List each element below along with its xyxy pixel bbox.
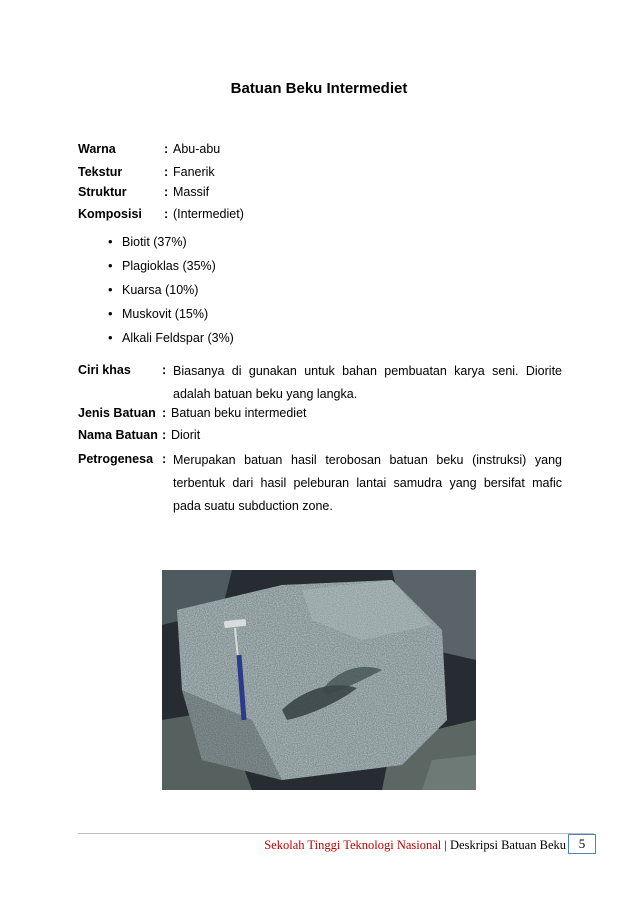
detail-value-petrogenesa: Merupakan batuan hasil terobosan batuan beku (instruksi) yang terbentuk dari hasil peleburan lantai samudra yang bersifat mafic pada suatu subduction zone. xyxy=(173,453,562,513)
property-label: Warna xyxy=(78,142,116,156)
detail-label: Nama Batuan xyxy=(78,428,158,442)
colon: : xyxy=(162,406,167,420)
detail-label: Ciri khas xyxy=(78,363,131,377)
list-item: • Biotit (37%) xyxy=(108,234,234,258)
detail-label: Jenis Batuan xyxy=(78,406,156,420)
detail-value: Diorit xyxy=(171,428,201,442)
list-item: • Plagioklas (35%) xyxy=(108,258,234,282)
footer-school: Sekolah Tinggi Teknologi Nasional xyxy=(264,838,442,852)
detail-value: Batuan beku intermediet xyxy=(171,406,307,420)
colon: : xyxy=(164,207,169,221)
colon: : xyxy=(162,452,167,466)
list-item: • Muskovit (15%) xyxy=(108,306,234,330)
property-label: Struktur xyxy=(78,185,127,199)
composition-list xyxy=(108,234,234,354)
property-label: Tekstur xyxy=(78,165,123,179)
diorite-rock-photo xyxy=(162,570,476,790)
colon: : xyxy=(164,142,169,156)
colon: : xyxy=(164,165,169,179)
property-label: Komposisi xyxy=(78,207,142,221)
colon: : xyxy=(164,185,169,199)
detail-label: Petrogenesa xyxy=(78,452,154,466)
page-title: Batuan Beku Intermediet xyxy=(230,80,408,97)
detail-value-ciri-khas: Biasanya di gunakan untuk bahan pembuatan karya seni. Diorite adalah batuan beku yang langka. xyxy=(173,364,562,401)
property-value: Abu-abu xyxy=(173,142,221,156)
colon: : xyxy=(162,428,167,442)
list-item: • Alkali Feldspar (3%) xyxy=(108,330,234,354)
page-number: 5 xyxy=(568,834,596,854)
footer-separator: | xyxy=(441,838,451,852)
list-item: • Kuarsa (10%) xyxy=(108,282,234,306)
colon: : xyxy=(162,363,167,377)
property-value: (Intermediet) xyxy=(173,207,244,221)
footer-section: Deskripsi Batuan Beku xyxy=(450,838,566,852)
property-value: Fanerik xyxy=(173,165,215,179)
rock-image xyxy=(162,570,476,790)
footer xyxy=(264,838,566,853)
footer-divider xyxy=(78,833,594,834)
property-value: Massif xyxy=(173,185,210,199)
